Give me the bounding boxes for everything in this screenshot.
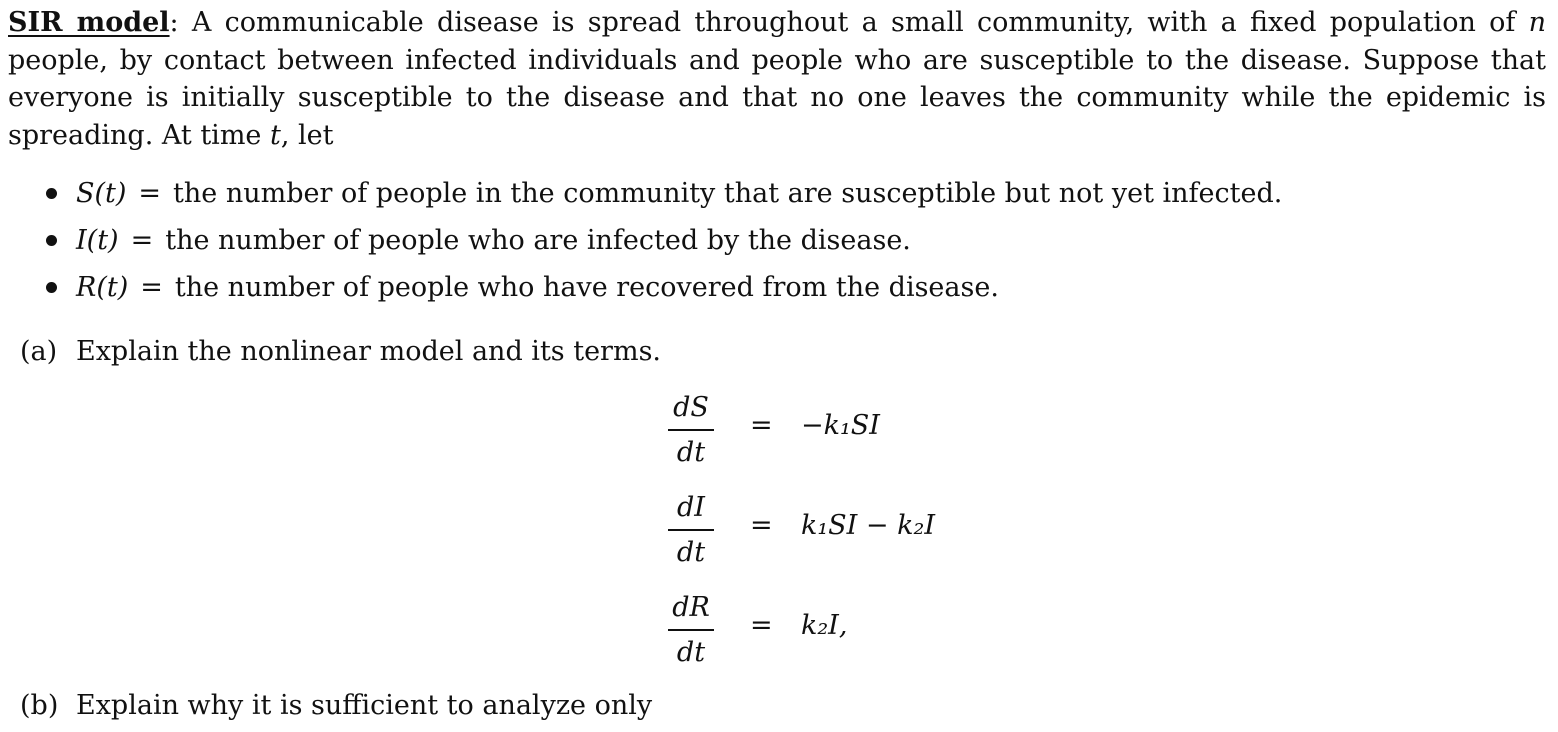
equation-row <box>668 490 988 570</box>
definition-text: the number of people in the community that are susceptible but not yet infected. <box>173 178 1283 209</box>
equals-sign: = <box>750 510 773 541</box>
definition-symbol: I(t) <box>76 225 119 256</box>
equation-row <box>668 590 988 670</box>
fraction-bar <box>668 429 714 431</box>
bullet-icon <box>46 282 57 293</box>
equation-rhs: k₁SI − k₂I <box>801 510 935 541</box>
definition-symbol: R(t) <box>76 272 129 303</box>
definition-equals: = <box>138 178 162 209</box>
part-b-label: (b) <box>20 690 59 721</box>
fraction-denominator: dt <box>676 436 706 468</box>
bullet-icon <box>46 188 57 199</box>
definition-list <box>42 172 1282 313</box>
derivative-fraction <box>668 590 714 671</box>
derivative-fraction <box>668 390 714 471</box>
fraction-numerator: dI <box>677 492 705 523</box>
intro-text-1: : A communicable disease is spread throughout a small community, with a fixed population of <box>169 7 1529 38</box>
time-variable: t <box>269 119 281 151</box>
fraction-bar <box>668 529 714 531</box>
definition-item <box>42 172 1282 219</box>
fraction-bar <box>668 629 714 631</box>
definition-symbol: S(t) <box>76 178 127 209</box>
definition-text: the number of people who have recovered from the disease. <box>174 272 999 303</box>
section-title: SIR model <box>8 7 170 38</box>
definition-equals: = <box>140 272 163 303</box>
fraction-numerator: dR <box>672 592 710 623</box>
equation-rhs: −k₁SI <box>801 410 880 441</box>
part-b-text: Explain why it is sufficient to analyze only <box>76 690 653 721</box>
fraction-numerator: dS <box>673 392 709 423</box>
bullet-icon <box>46 235 57 246</box>
part-a <box>20 334 661 370</box>
intro-paragraph <box>8 4 1546 154</box>
part-a-text: Explain the nonlinear model and its terms. <box>76 336 662 367</box>
part-b <box>20 688 652 724</box>
part-a-label: (a) <box>20 336 58 367</box>
definition-text: the number of people who are infected by the disease. <box>165 225 911 256</box>
equation-row <box>668 390 988 470</box>
intro-text-3: , let <box>280 119 334 151</box>
fraction-denominator: dt <box>676 536 706 568</box>
definition-item <box>42 219 1282 266</box>
equals-sign: = <box>750 610 773 641</box>
definition-equals: = <box>130 225 154 256</box>
definition-item <box>42 266 1282 313</box>
equals-sign: = <box>750 410 773 441</box>
fraction-denominator: dt <box>676 636 706 668</box>
derivative-fraction <box>668 490 714 571</box>
intro-text-2: people, by contact between infected individuals and people who are susceptible to the disease. Suppose that everyone is initially susceptible to the disease and that no one leaves the community while the epidemic is spreading. At time <box>8 44 1546 151</box>
equation-rhs: k₂I, <box>801 610 848 641</box>
population-variable: n <box>1528 7 1546 38</box>
